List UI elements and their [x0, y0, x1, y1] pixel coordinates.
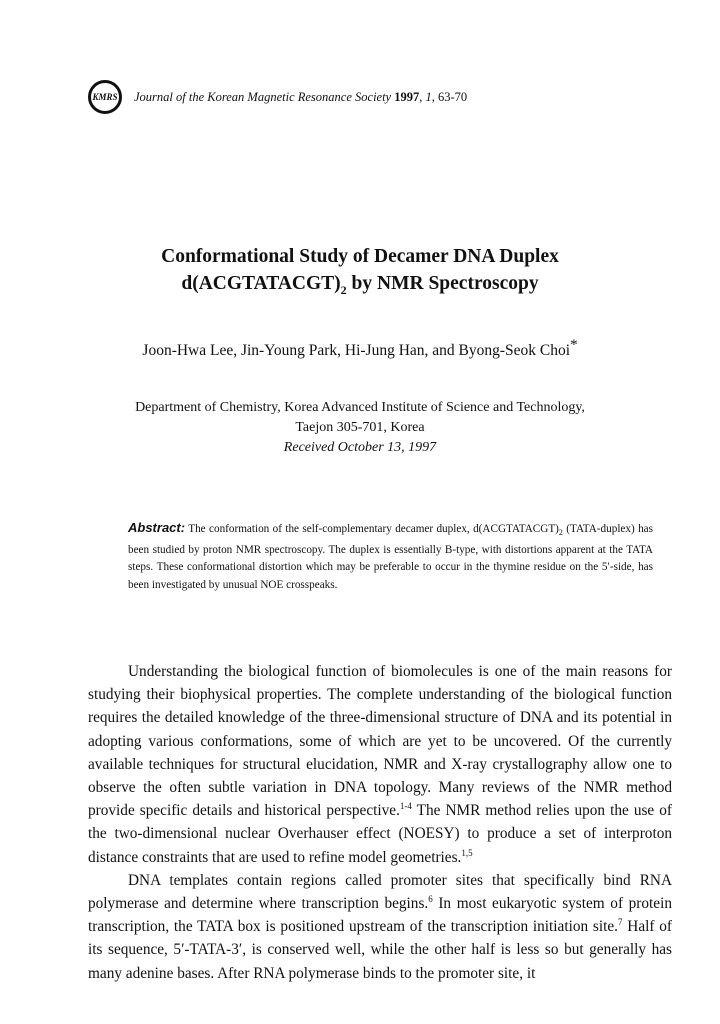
- author-names: Joon-Hwa Lee, Jin-Young Park, Hi-Jung Han, and Byong-Seok Choi: [142, 342, 571, 360]
- received-date: Received October 13, 1997: [283, 440, 437, 455]
- journal-name: Journal of the Korean Magnetic Resonance Society: [134, 89, 392, 104]
- citation-ref: 6: [428, 893, 433, 904]
- affiliation: [0, 398, 720, 458]
- paper-title: [0, 243, 720, 304]
- citation-ref: 7: [618, 917, 623, 928]
- citation-ref: 1,5: [461, 847, 473, 858]
- abstract-label: Abstract:: [128, 520, 186, 535]
- author-list: [0, 337, 720, 360]
- journal-header: [88, 80, 467, 114]
- paragraph-1: Understanding the biological function of biomolecules is one of the main reasons for studying their biophysical properties. The complete understanding of the biological function requires the detailed knowledge of the three-dimensional structure of DNA and its potential in adopting various conformations, some of which are yet to be uncovered. Of the currently available techniques for structural elucidation, NMR and X-ray crystallography allow one to observe the often subtle variation in DNA topology. Many reviews of the NMR method provide specific details and historical perspective.$^{1-4}$ The NMR method relies upon the use of the two-dimensional nuclear Overhauser effect (NOESY) to produce a set of interproton distance constraints that are used to refine model geometries.$^{1,5}$: [88, 663, 673, 866]
- affiliation-department: Department of Chemistry, Korea Advanced Institute of Science and Technology,: [135, 400, 585, 415]
- title-line-1: Conformational Study of Decamer DNA Duplex: [161, 246, 559, 267]
- journal-year: 1997: [394, 89, 420, 104]
- title-line-2: $d(ACGTATACGT)_2$ by NMR Spectroscopy: [181, 273, 539, 297]
- affiliation-address: Taejon 305-701, Korea: [295, 420, 425, 435]
- body-text: [88, 660, 672, 985]
- corresponding-author-mark: *: [570, 337, 578, 353]
- society-logo-icon: KMRS: [88, 80, 122, 114]
- journal-pages: 63-70: [437, 89, 468, 104]
- journal-volume: 1: [425, 89, 432, 104]
- citation-ref: 1-4: [399, 801, 412, 812]
- journal-citation: Journal of the Korean Magnetic Resonance Society 1997, 1, 63-70: [134, 89, 468, 104]
- paragraph-2: DNA templates contain regions called promoter sites that specifically bind RNA polymerase and determine where transcription begins.$^6$ In most eukaryotic system of protein transcription, the TATA box is positioned upstream of the transcription initiation site.$^7$ Half of its sequence, 5′-TATA-3′, is conserved well, while the other half is less so but generally has many adenine bases. After RNA polymerase binds to the promoter site, it: [88, 871, 672, 982]
- abstract: Abstract: The conformation of the self-complementary decamer duplex, $d(ACGTATACGT)_2$ (TATA-duplex) has been studied by proton NMR spectroscopy. The duplex is essentially B-type, with distortions apparent at the TATA steps. These conformational distortion which may be preferable to occur in the thymine residue on the 5′-side, has been investigated by unusual NOE crosspeaks.: [128, 520, 653, 591]
